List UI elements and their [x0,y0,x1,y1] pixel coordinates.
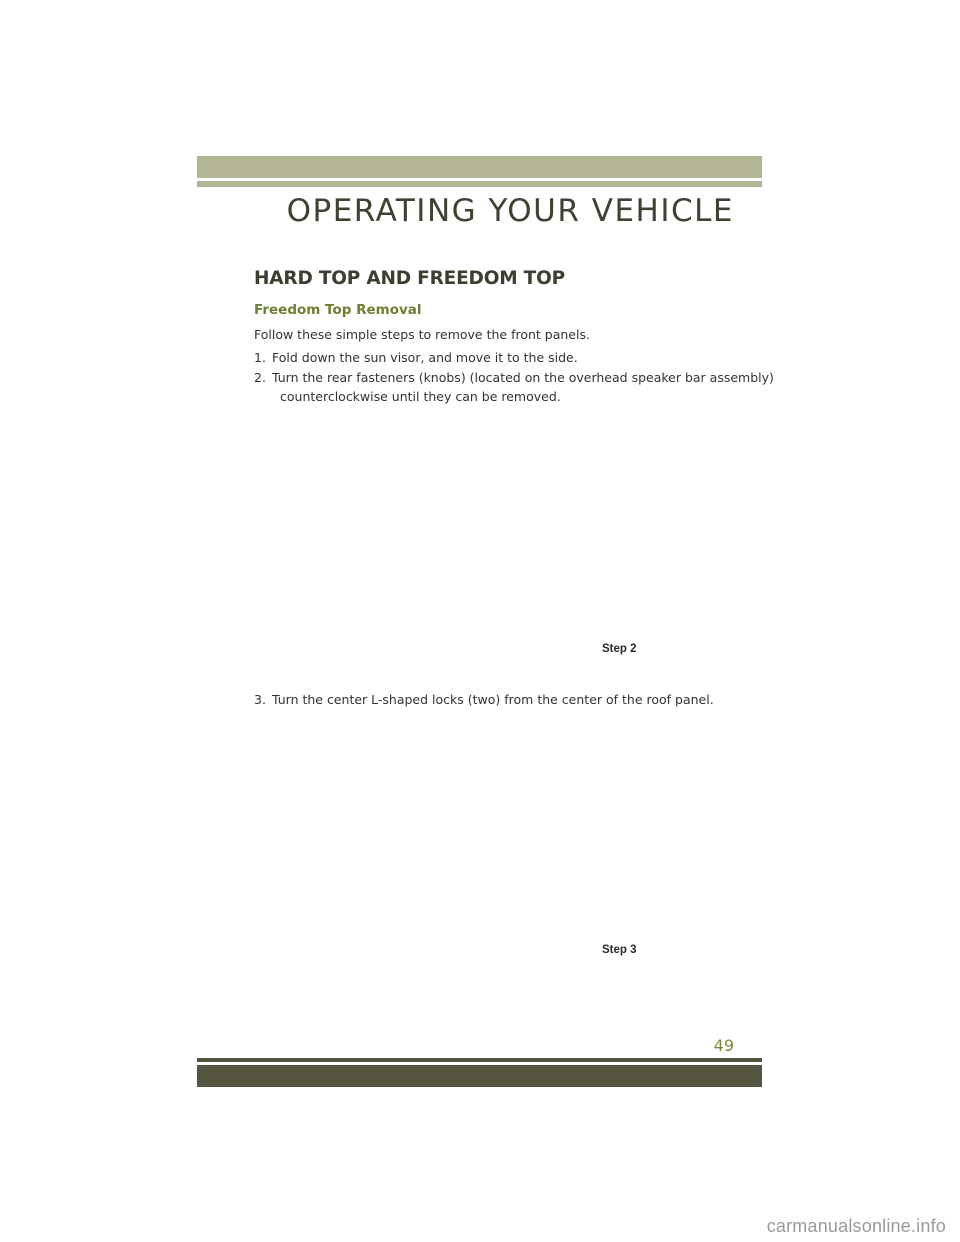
step-number: 3. [254,692,266,707]
chapter-title: OPERATING YOUR VEHICLE [286,193,734,229]
step-text: Turn the center L-shaped locks (two) from the center of the roof panel. [272,692,714,707]
step-text-line-2: counterclockwise until they can be removed. [280,389,561,404]
step-text-line-1: Turn the rear fasteners (knobs) (located on the overhead speaker bar assembly) [272,370,774,385]
step-item-3 [254,690,754,710]
step-number: 1. [254,350,266,365]
step-item-2 [254,368,774,388]
intro-paragraph: Follow these simple steps to remove the front panels. [254,327,590,342]
subsection-title: Freedom Top Removal [254,302,422,318]
section-title: HARD TOP AND FREEDOM TOP [254,268,565,289]
page-number: 49 [713,1036,734,1055]
step-2-figure [254,412,762,634]
header-band [197,156,762,178]
footer-rule [197,1058,762,1062]
figure-caption-step-2: Step 2 [602,643,637,655]
step-number: 2. [254,370,266,385]
footer-band [197,1065,762,1087]
watermark-text: carmanualsonline.info [766,1216,946,1236]
step-text: Fold down the sun visor, and move it to the side. [272,350,578,365]
header-rule [197,181,762,187]
step-3-figure [254,716,762,934]
figure-caption-step-3: Step 3 [602,944,637,956]
step-item-1 [254,348,754,368]
